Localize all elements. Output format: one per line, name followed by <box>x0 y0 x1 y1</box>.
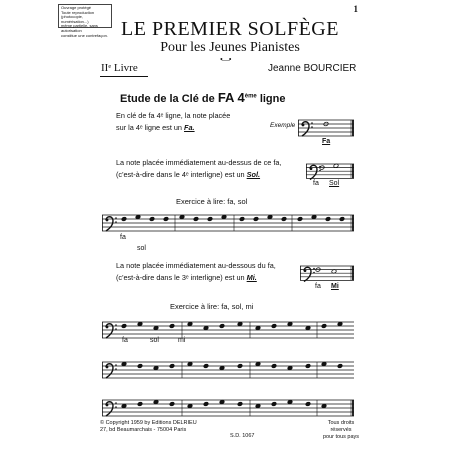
book-volume: IIᵉ Livre <box>101 62 138 74</box>
note-head <box>203 364 208 369</box>
page-number: 1 <box>353 4 358 14</box>
section2-line2-text: (c'est-à-dire dans le 4ᵉ interligne) est un <box>116 170 245 179</box>
note-head <box>203 402 208 407</box>
bass-clef-dot <box>106 326 109 329</box>
note-head <box>207 217 212 222</box>
bass-clef-dot <box>115 324 117 326</box>
note-head <box>271 324 276 329</box>
note-head <box>281 217 286 222</box>
mi-example-staff <box>300 262 354 290</box>
note-head <box>137 364 142 369</box>
note-head <box>305 364 310 369</box>
exercise2-label-mi: mi <box>178 337 186 344</box>
section2-text <box>116 157 296 181</box>
section1-line1: En clé de fa 4ᵉ ligne, la note placée <box>116 111 231 120</box>
section1-line2 <box>116 122 286 134</box>
exercise1-label-sol: sol <box>137 245 146 252</box>
note-head <box>253 217 258 222</box>
sol-example-label-fa: fa <box>313 180 319 187</box>
example-label: Exemple <box>270 122 296 129</box>
note-head <box>169 364 174 369</box>
page-subtitle: Pour les Jeunes Pianistes <box>160 40 300 55</box>
note-head <box>297 217 302 222</box>
section-heading <box>120 90 360 105</box>
section3-line2 <box>116 272 306 284</box>
rights-notice <box>318 420 364 441</box>
note-head <box>193 217 198 222</box>
bass-clef-dot <box>310 167 313 170</box>
note-head <box>121 324 126 329</box>
bass-clef-dot <box>115 217 117 219</box>
copyright-notice <box>100 420 197 434</box>
volume-underline <box>100 76 148 77</box>
sol-example-label-sol: Sol <box>329 180 340 187</box>
heading-suffix: ligne <box>259 93 286 105</box>
rights-line1: Tous droits réservés <box>327 420 355 433</box>
copyright-line2: 27, bd Beaumarchais - 75004 Paris <box>100 427 187 433</box>
bass-clef-dot <box>106 404 109 407</box>
copyright-stamp: Ouvrage protégé Toute reproduction (photocopie, numérisation...) même partielle, sans autorisation constitue une contrefaçon. <box>58 4 112 28</box>
heading-prefix: Etude de la Clé de <box>120 93 215 105</box>
mi-example-label-mi: Mi <box>331 283 339 290</box>
note-head <box>321 324 326 329</box>
note-head <box>219 324 224 329</box>
exercise1-label-fa: fa <box>120 234 126 241</box>
note-head <box>325 217 330 222</box>
note-head <box>239 217 244 222</box>
section2-line2 <box>116 169 296 181</box>
heading-number: 4 <box>237 90 245 105</box>
note-head <box>121 217 126 222</box>
exercise1-title: Exercice à lire: fa, sol <box>176 197 248 206</box>
section2-line1: La note placée immédiatement au-dessus de ce fa, <box>116 158 282 167</box>
section3-text <box>116 260 306 284</box>
section1-line2-text: sur la 4ᵉ ligne est un <box>116 123 182 132</box>
example-note-label-fa: Fa <box>322 138 331 145</box>
bass-clef-dot <box>115 221 117 223</box>
note-head <box>137 402 142 407</box>
note-head <box>237 402 242 407</box>
exercise2-staff <box>102 316 354 346</box>
note-head <box>163 217 168 222</box>
bass-clef-dot <box>106 219 109 222</box>
bass-clef-dot <box>115 402 117 404</box>
bass-clef-dot <box>311 122 313 124</box>
exercise2-staff-row2 <box>102 358 354 386</box>
rights-line2: pour tous pays <box>322 434 360 440</box>
title-ornament: •—• <box>220 55 231 64</box>
section2-note: Sol. <box>246 170 261 179</box>
exercise2-staff-row3 <box>102 396 354 422</box>
page-title: LE PREMIER SOLFÈGE <box>121 18 339 40</box>
note-head <box>169 402 174 407</box>
exercise1-staff <box>102 209 354 241</box>
bass-clef-dot <box>115 328 117 330</box>
heading-key: FA <box>217 90 235 105</box>
note-head <box>339 217 344 222</box>
exercise2-label-fa: fa <box>122 337 128 344</box>
note-head <box>237 364 242 369</box>
bass-clef-dot <box>313 268 315 270</box>
bass-clef-dot <box>106 366 109 369</box>
author-name: Jeanne BOURCIER <box>268 63 357 74</box>
section3-line2-text: (c'est-à-dire dans le 3ᵉ interligne) est un <box>116 273 245 282</box>
note-head <box>169 324 174 329</box>
note-head <box>271 364 276 369</box>
bass-clef-dot <box>115 364 117 366</box>
mi-example-label-fa: fa <box>315 283 321 290</box>
plate-number: S.D. 1067 <box>230 433 255 439</box>
section1-note: Fa. <box>184 123 195 132</box>
heading-superscript: ème <box>244 93 257 100</box>
bass-clef-dot <box>304 269 307 272</box>
note-head <box>305 402 310 407</box>
copyright-line1: © Copyright 1959 by Editions DELRIEU <box>100 420 197 426</box>
note-head <box>149 217 154 222</box>
exercise2-label-sol: sol <box>150 337 159 344</box>
section3-line1: La note placée immédiatement au-dessous du fa, <box>116 261 276 270</box>
exercise2-title: Exercice à lire: fa, sol, mi <box>170 302 254 311</box>
section1-text <box>116 110 286 134</box>
bass-clef-dot <box>311 126 313 128</box>
bass-clef-dot <box>302 124 305 127</box>
bass-clef-dot <box>115 406 117 408</box>
bass-clef-dot <box>319 170 321 172</box>
bass-clef-dot <box>313 272 315 274</box>
note-head <box>271 402 276 407</box>
section3-note: Mi. <box>246 273 257 282</box>
bass-clef-dot <box>115 368 117 370</box>
note-head <box>337 364 342 369</box>
